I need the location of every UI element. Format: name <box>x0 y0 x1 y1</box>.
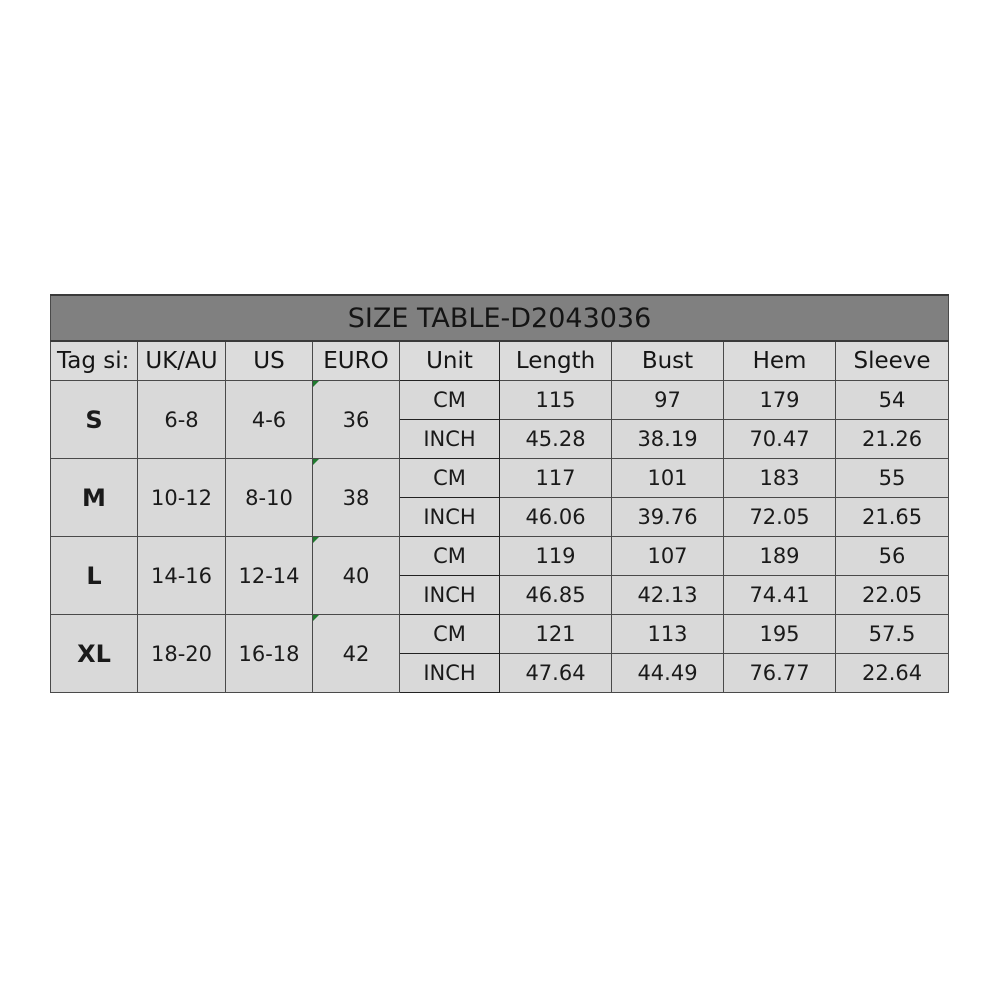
hem-cell: 74.41 <box>724 576 836 615</box>
table-title: SIZE TABLE-D2043036 <box>51 295 949 341</box>
length-cell: 45.28 <box>500 420 612 459</box>
bust-cell: 97 <box>612 381 724 420</box>
uk-au-cell: 10-12 <box>138 459 226 537</box>
us-cell: 8-10 <box>226 459 313 537</box>
uk-au-cell: 14-16 <box>138 537 226 615</box>
us-cell: 4-6 <box>226 381 313 459</box>
header-length: Length <box>500 341 612 381</box>
header-euro: EURO <box>313 341 400 381</box>
tag-size-cell: S <box>51 381 138 459</box>
uk-au-cell: 6-8 <box>138 381 226 459</box>
header-us: US <box>226 341 313 381</box>
sleeve-cell: 56 <box>836 537 949 576</box>
unit-cell: INCH <box>400 576 500 615</box>
unit-cell: CM <box>400 459 500 498</box>
euro-cell <box>313 615 400 693</box>
bust-cell: 113 <box>612 615 724 654</box>
length-cell: 46.06 <box>500 498 612 537</box>
length-cell: 47.64 <box>500 654 612 693</box>
bust-cell: 107 <box>612 537 724 576</box>
tag-size-cell: M <box>51 459 138 537</box>
header-bust: Bust <box>612 341 724 381</box>
unit-cell: INCH <box>400 420 500 459</box>
length-cell: 119 <box>500 537 612 576</box>
sleeve-cell: 54 <box>836 381 949 420</box>
header-tag-size: Tag si: <box>51 341 138 381</box>
uk-au-cell: 18-20 <box>138 615 226 693</box>
header-row <box>51 341 949 381</box>
size-table <box>50 294 949 693</box>
unit-cell: INCH <box>400 654 500 693</box>
unit-cell: CM <box>400 537 500 576</box>
us-cell: 16-18 <box>226 615 313 693</box>
length-cell: 115 <box>500 381 612 420</box>
bust-cell: 42.13 <box>612 576 724 615</box>
sleeve-cell: 21.26 <box>836 420 949 459</box>
sleeve-cell: 22.64 <box>836 654 949 693</box>
euro-cell <box>313 537 400 615</box>
tag-size-cell: L <box>51 537 138 615</box>
bust-cell: 38.19 <box>612 420 724 459</box>
unit-cell: CM <box>400 381 500 420</box>
hem-cell: 70.47 <box>724 420 836 459</box>
hem-cell: 76.77 <box>724 654 836 693</box>
bust-cell: 39.76 <box>612 498 724 537</box>
comment-marker <box>313 537 319 543</box>
euro-cell <box>313 459 400 537</box>
header-hem: Hem <box>724 341 836 381</box>
table-row-m-cm <box>51 459 949 498</box>
bust-cell: 44.49 <box>612 654 724 693</box>
table-row-xl-cm <box>51 615 949 654</box>
table-row-l-cm <box>51 537 949 576</box>
hem-cell: 72.05 <box>724 498 836 537</box>
hem-cell: 183 <box>724 459 836 498</box>
header-sleeve: Sleeve <box>836 341 949 381</box>
hem-cell: 189 <box>724 537 836 576</box>
euro-value: 36 <box>342 407 370 432</box>
euro-value: 38 <box>342 485 370 510</box>
comment-marker <box>313 459 319 465</box>
hem-cell: 195 <box>724 615 836 654</box>
length-cell: 46.85 <box>500 576 612 615</box>
euro-value: 40 <box>342 563 370 588</box>
header-unit: Unit <box>400 341 500 381</box>
comment-marker <box>313 381 319 387</box>
header-uk-au: UK/AU <box>138 341 226 381</box>
tag-size-cell: XL <box>51 615 138 693</box>
euro-value: 42 <box>342 641 370 666</box>
bust-cell: 101 <box>612 459 724 498</box>
table-row-s-cm <box>51 381 949 420</box>
euro-cell <box>313 381 400 459</box>
unit-cell: CM <box>400 615 500 654</box>
unit-cell: INCH <box>400 498 500 537</box>
comment-marker <box>313 615 319 621</box>
sleeve-cell: 55 <box>836 459 949 498</box>
length-cell: 117 <box>500 459 612 498</box>
sleeve-cell: 22.05 <box>836 576 949 615</box>
sleeve-cell: 57.5 <box>836 615 949 654</box>
length-cell: 121 <box>500 615 612 654</box>
hem-cell: 179 <box>724 381 836 420</box>
us-cell: 12-14 <box>226 537 313 615</box>
sleeve-cell: 21.65 <box>836 498 949 537</box>
